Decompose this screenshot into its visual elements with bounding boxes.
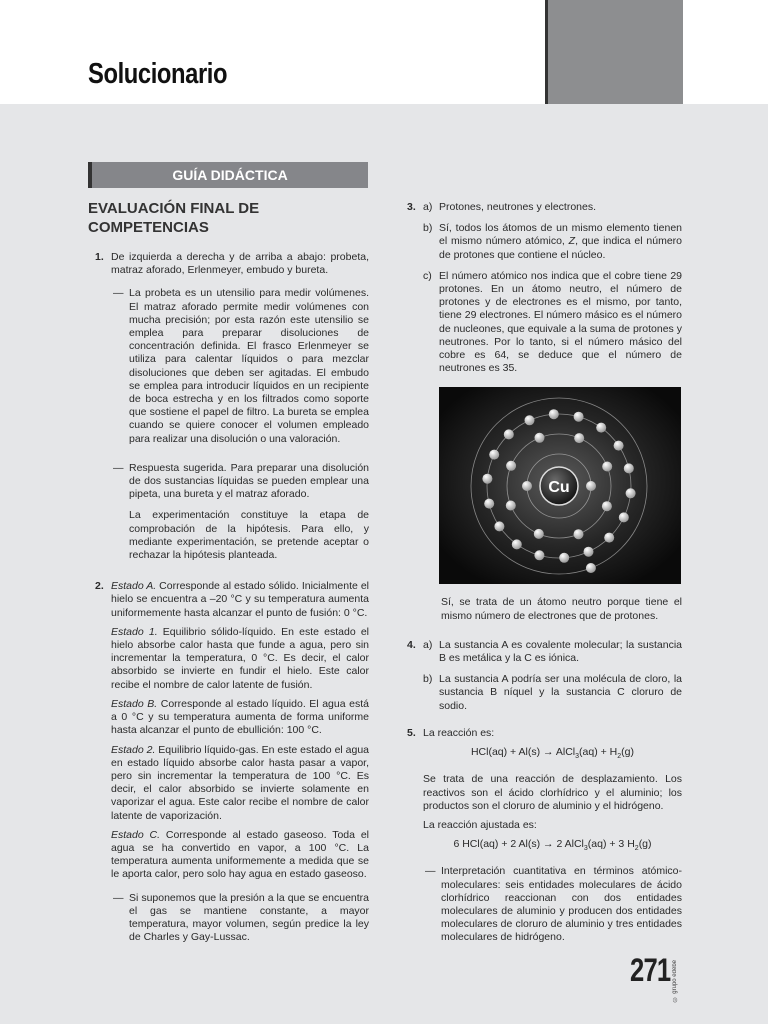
answer-text: , que indica el número de protones que contiene el núcleo. [439,235,682,261]
sub-item-b [423,222,682,262]
answer-text: De izquierda a derecha y de arriba a abajo: probeta, matraz aforado, Erlenmeyer, embudo y bureta. [111,251,369,277]
question-3 [407,201,682,623]
state-label: Estado B. [111,697,158,710]
copper-atom-diagram [439,387,681,584]
answer-text: Sí, todos los átomos de un mismo elemento tienen el mismo número atómico, [439,222,682,248]
state-b [111,698,369,738]
electron [584,547,594,557]
dash-item [111,287,369,445]
question-1 [95,251,369,562]
dash-mark: — [113,287,124,300]
sub-mark: a) [423,638,433,651]
dash-item [423,865,682,944]
answer-text: Interpretación cuantitativa en términos atómico-moleculares: seis entidades moleculares de ácido clorhídrico reaccionan con dos entidades moleculares de aluminio y producen dos entidades moleculares de cloruro de aluminio y tres entidades moleculares de hidrógeno. [441,865,682,944]
balanced-equation: 6 HCl(aq) + 2 Al(s) → 2 AlCl$_3$(aq) + 3 $H_2(g)$ [453,838,652,853]
electron [614,441,624,451]
sub-item-a [423,639,682,665]
electron [484,499,494,509]
electron [574,412,584,422]
answer-text: La probeta es un utensilio para medir volúmenes. El matraz aforado permite medir volúmenes con mucha precisión; por esta razón este utensilio se emplea para preparar disoluciones de concentración definida. El frasco Erlenmeyer se utiliza para calentar líquidos o para mezclar disoluciones que deben ser agitadas. El embudo se emplea para introducir líquidos en un recipiente de boca estrecha y en los filtrados como soporte que sostiene el papel de filtro. La bureta se emplea cuando se quiere conocer el volumen empleado para realizar una disolución o una valoración. [129,287,369,445]
page-number: 271 [630,952,671,988]
section-banner: GUÍA DIDÁCTICA [88,162,368,188]
question-number: 1. [95,251,104,263]
answer-text: Sí, se trata de un átomo neutro porque tiene el mismo número de electrones que de protones. [441,596,682,622]
state-label: Estado A. [111,580,157,593]
sub-item-b [423,673,682,713]
electron [624,464,634,474]
electron [506,501,516,511]
atomic-number-symbol: Z [568,235,576,248]
corner-tab [545,0,683,104]
dash-item [111,462,369,502]
sub-item-a [423,201,682,214]
answer-text: Protones, neutrones y electrones. [439,201,597,213]
electron [534,529,544,539]
answer-text: Se trata de una reacción de desplazamiento. Los reactivos son el ácido clorhídrico y el aluminio; los productos son el cloruro de aluminio y el hidrógeno. [423,773,682,812]
section-title: EVALUACIÓN FINAL DE COMPETENCIAS [88,200,260,236]
electron [535,433,545,443]
electron [489,450,499,460]
publisher-mark: © grupo edebé [672,960,678,1002]
answer-text: La sustancia A podría ser una molécula de cloro, la sustancia B níquel y la sustancia C cloruro de sodio. [439,673,682,712]
question-number: 3. [407,201,416,213]
state-text: Corresponde al estado gaseoso. Toda el agua se ha convertido en vapor, a 100 °C. La temperatura aumenta uniformemente a medida que se le aporta calor, pero solo hay agua en estado gaseoso. [111,828,369,881]
answer-text: Si suponemos que la presión a la que se encuentra el gas se mantiene constante, a mayor temperatura, mayor volumen, según predice la ley de Charles y Gay-Lussac. [129,891,369,944]
electron [626,489,636,499]
question-number: 4. [407,638,416,651]
electron [525,416,535,426]
electron [504,430,514,440]
left-column [95,251,369,952]
electron [586,563,596,573]
answer-text: La reacción ajustada es: [423,818,537,831]
answer-text: La sustancia A es covalente molecular; la sustancia B es metálica y la C es iónica. [439,638,682,665]
page-title: Solucionario [88,58,228,90]
state-a [111,580,369,620]
state-label: Estado C. [111,828,161,841]
answer-text: Respuesta sugerida. Para preparar una disolución de dos sustancias líquidas se pueden emplear una pipeta, una bureta y el matraz aforado. [129,461,369,501]
answer-text: La experimentación constituye la etapa de comprobación de la hipótesis. Para ello, y mediante experimentación, se pretende aceptar o rechazar la hipótesis planteada. [129,509,369,562]
electron [602,502,612,512]
dash-item [111,892,369,945]
electron [602,462,612,472]
state-text: Equilibrio sólido-líquido. En este estado el hielo absorbe calor hasta que funde a agua, pero sin incrementar la temperatura, 0 °C. Es decir, el calor absorbido se invierte en fundir el hielo. Este calor recibe el nombre de calor latente de fusión. [111,625,369,691]
electron [512,540,522,550]
question-5 [407,727,682,945]
question-number: 5. [407,726,416,739]
state-1 [111,626,369,692]
electron [522,481,532,491]
state-text: Corresponde al estado sólido. Inicialmente el hielo se encuentra a –20 °C y su temperatura aumenta uniformemente hasta alcanzar el punto de fusión: 0 °C. [111,580,369,619]
dash-mark: — [113,891,124,904]
electron [482,474,492,484]
electron [506,461,516,471]
chemical-equation: HCl(aq) + Al(s) → AlCl$_3$(aq) + $H_2(g)$ [470,746,635,761]
electron [534,551,544,561]
state-label: Estado 1. [111,625,158,638]
electron [574,434,584,444]
sub-mark: c) [423,269,432,282]
sub-mark: b) [423,222,433,235]
sub-mark: b) [423,673,433,686]
question-4 [407,639,682,713]
answer-text: El número atómico nos indica que el cobre tiene 29 protones. En un átomo neutro, el número de protones y de electrones es el mismo, por tanto, tiene 29 electrones. El número másico es el número de nucleones, que equivale a la suma de protones y neutrones. Por lo tanto, si el número másico del cobre es 64, se deduce que el número de neutrones es 35. [439,269,682,375]
electron [604,533,614,543]
electron [596,423,606,433]
atom-symbol: Cu [548,479,570,497]
question-number: 2. [95,580,104,593]
state-c [111,829,369,882]
electron [574,530,584,540]
state-label: Estado 2. [111,743,156,756]
dash-mark: — [425,865,436,878]
sub-mark: a) [423,201,433,213]
state-2 [111,744,369,823]
state-text: Equilibrio líquido-gas. En este estado el agua en estado líquido absorbe calor hasta pasar a vapor, pero sin incrementar la temperatura de 100 °C. Es decir, el calor absorbido se invierte solamente en vaporizar el agua. Este calor recibe el nombre de calor latente de vaporización. [111,743,370,822]
question-2 [95,580,369,944]
electron [619,513,629,523]
electron [549,410,559,420]
dash-mark: — [113,461,124,474]
electron [559,553,569,563]
state-text: Corresponde al estado líquido. El agua está a 0 °C y su temperatura aumenta de forma uniforme hasta alcanzar el punto de ebullición: 100 °C. [111,697,369,737]
right-column [407,201,682,953]
electron [586,481,596,491]
answer-text: La reacción es: [423,726,495,739]
copper-atom-image [439,387,681,584]
electron [494,522,504,532]
sub-item-c [423,270,682,376]
